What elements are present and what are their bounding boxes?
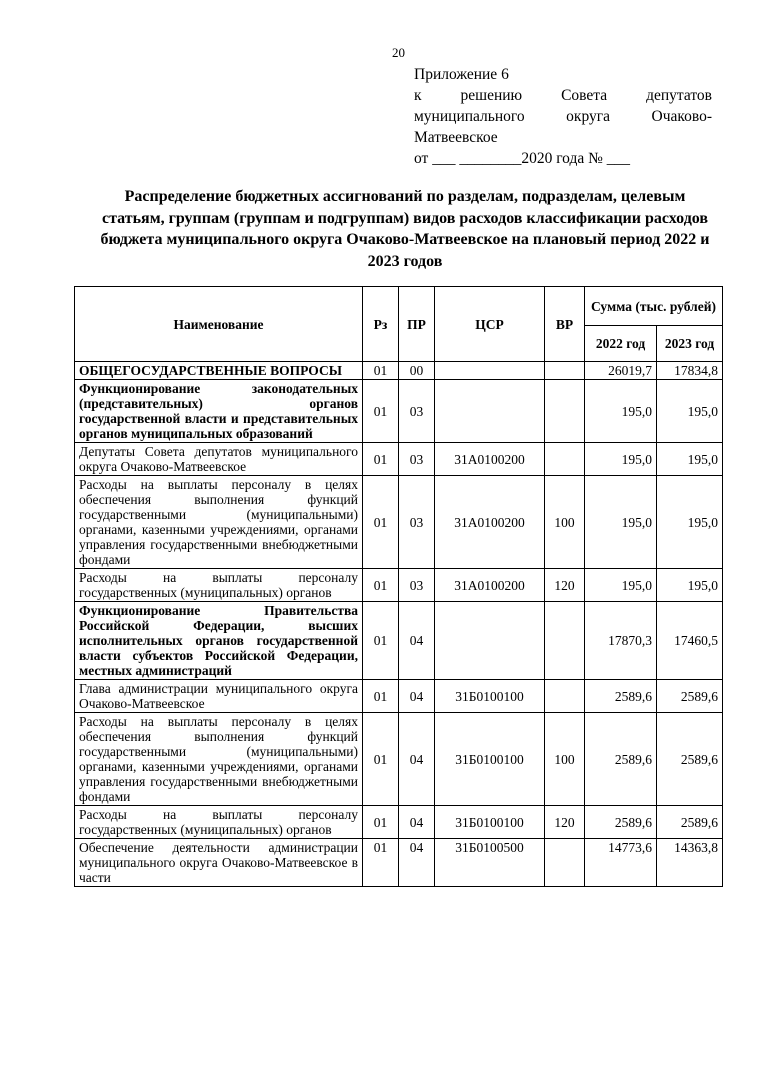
budget-table: [74, 286, 723, 887]
row-vr-cell: [545, 362, 585, 380]
row-vr-cell: [545, 602, 585, 680]
row-2023-cell: 195,0: [657, 476, 723, 569]
header-csr: ЦСР: [435, 287, 545, 362]
header-year-2023: 2023 год: [657, 326, 723, 362]
row-rz-cell: 01: [363, 476, 399, 569]
table-row: [75, 443, 723, 476]
row-csr-cell: 31А0100200: [435, 476, 545, 569]
row-rz-cell: 01: [363, 713, 399, 806]
row-pr-cell: 00: [399, 362, 435, 380]
header-name: Наименование: [75, 287, 363, 362]
row-2023-cell: 195,0: [657, 380, 723, 443]
table-row: [75, 806, 723, 839]
row-2022-cell: 2589,6: [585, 713, 657, 806]
row-name-cell: Глава администрации муниципального округа Очаково-Матвеевское: [75, 680, 363, 713]
row-name-cell: ОБЩЕГОСУДАРСТВЕННЫЕ ВОПРОСЫ: [75, 362, 363, 380]
row-name-cell: Расходы на выплаты персоналу государственных (муниципальных) органов: [75, 806, 363, 839]
document-title: Распределение бюджетных ассигнований по разделам, подразделам, целевым статьям, группам (группам и подгруппам) видов расходов классификации расходов бюджета муниципального округа Очаково-Матвеевское на плановый период 2022 и 2023 годов: [100, 188, 710, 270]
row-pr-cell: 03: [399, 380, 435, 443]
row-vr-cell: [545, 680, 585, 713]
row-2023-cell: 17834,8: [657, 362, 723, 380]
row-csr-cell: 31Б0100500: [435, 839, 545, 887]
row-rz-cell: 01: [363, 602, 399, 680]
row-2023-cell: 195,0: [657, 443, 723, 476]
appendix-header: [414, 64, 712, 169]
header-rz: Рз: [363, 287, 399, 362]
row-vr-cell: 120: [545, 806, 585, 839]
row-rz-cell: 01: [363, 362, 399, 380]
row-pr-cell: 03: [399, 569, 435, 602]
row-csr-cell: 31Б0100100: [435, 806, 545, 839]
row-2022-cell: 14773,6: [585, 839, 657, 887]
row-csr-cell: 31А0100200: [435, 443, 545, 476]
row-vr-cell: 100: [545, 476, 585, 569]
row-2022-cell: 195,0: [585, 569, 657, 602]
row-rz-cell: 01: [363, 443, 399, 476]
header-year-2022: 2022 год: [585, 326, 657, 362]
row-rz-cell: 01: [363, 380, 399, 443]
row-pr-cell: 04: [399, 806, 435, 839]
row-name-cell: Функционирование Правительства Российской Федерации, высших исполнительных органов государственной власти субъектов Российской Федерации, местных администраций: [75, 602, 363, 680]
appendix-line: к решению Совета депутатов: [414, 87, 712, 104]
row-csr-cell: [435, 380, 545, 443]
row-2022-cell: 26019,7: [585, 362, 657, 380]
table-row: [75, 476, 723, 569]
row-pr-cell: 04: [399, 839, 435, 887]
row-csr-cell: 31Б0100100: [435, 680, 545, 713]
row-name-cell: Обеспечение деятельности администрации муниципального округа Очаково-Матвеевское в части: [75, 839, 363, 887]
appendix-line: от ___ ________2020 года № ___: [414, 150, 631, 167]
row-2022-cell: 195,0: [585, 443, 657, 476]
row-csr-cell: 31Б0100100: [435, 713, 545, 806]
row-2022-cell: 2589,6: [585, 806, 657, 839]
row-2022-cell: 2589,6: [585, 680, 657, 713]
row-2023-cell: 2589,6: [657, 680, 723, 713]
row-2022-cell: 17870,3: [585, 602, 657, 680]
row-2023-cell: 2589,6: [657, 806, 723, 839]
row-name-cell: Расходы на выплаты персоналу в целях обеспечения выполнения функций государственными (муниципальными) органами, казенными учреждениями, органами управления государственными внебюджетными фондами: [75, 476, 363, 569]
table-row: [75, 362, 723, 380]
row-2023-cell: 195,0: [657, 569, 723, 602]
row-2022-cell: 195,0: [585, 476, 657, 569]
row-rz-cell: 01: [363, 806, 399, 839]
row-pr-cell: 04: [399, 680, 435, 713]
row-pr-cell: 04: [399, 713, 435, 806]
table-row: [75, 602, 723, 680]
row-2023-cell: 14363,8: [657, 839, 723, 887]
table-row: [75, 569, 723, 602]
table-row: [75, 680, 723, 713]
row-vr-cell: 120: [545, 569, 585, 602]
row-vr-cell: 100: [545, 713, 585, 806]
appendix-line: Приложение 6: [414, 66, 509, 83]
row-csr-cell: 31А0100200: [435, 569, 545, 602]
header-sum: Сумма (тыс. рублей): [585, 287, 723, 326]
header-pr: ПР: [399, 287, 435, 362]
row-vr-cell: [545, 443, 585, 476]
row-pr-cell: 04: [399, 602, 435, 680]
appendix-line: Матвеевское: [414, 129, 498, 146]
row-2023-cell: 2589,6: [657, 713, 723, 806]
row-csr-cell: [435, 362, 545, 380]
row-name-cell: Расходы на выплаты персоналу государственных (муниципальных) органов: [75, 569, 363, 602]
row-2023-cell: 17460,5: [657, 602, 723, 680]
row-name-cell: Функционирование законодательных (представительных) органов государственной власти и представительных органов муниципальных образований: [75, 380, 363, 443]
row-name-cell: Расходы на выплаты персоналу в целях обеспечения выполнения функций государственными (муниципальными) органами, казенными учреждениями, органами управления государственными внебюджетными фондами: [75, 713, 363, 806]
table-row: [75, 380, 723, 443]
table-row: [75, 839, 723, 887]
table-row: [75, 713, 723, 806]
row-vr-cell: [545, 839, 585, 887]
row-vr-cell: [545, 380, 585, 443]
appendix-line: муниципального округа Очаково-: [414, 108, 712, 125]
row-pr-cell: 03: [399, 443, 435, 476]
row-csr-cell: [435, 602, 545, 680]
row-rz-cell: 01: [363, 680, 399, 713]
row-rz-cell: 01: [363, 839, 399, 887]
row-name-cell: Депутаты Совета депутатов муниципального округа Очаково-Матвеевское: [75, 443, 363, 476]
page-number: 20: [392, 45, 405, 60]
row-pr-cell: 03: [399, 476, 435, 569]
header-vr: ВР: [545, 287, 585, 362]
row-2022-cell: 195,0: [585, 380, 657, 443]
row-rz-cell: 01: [363, 569, 399, 602]
